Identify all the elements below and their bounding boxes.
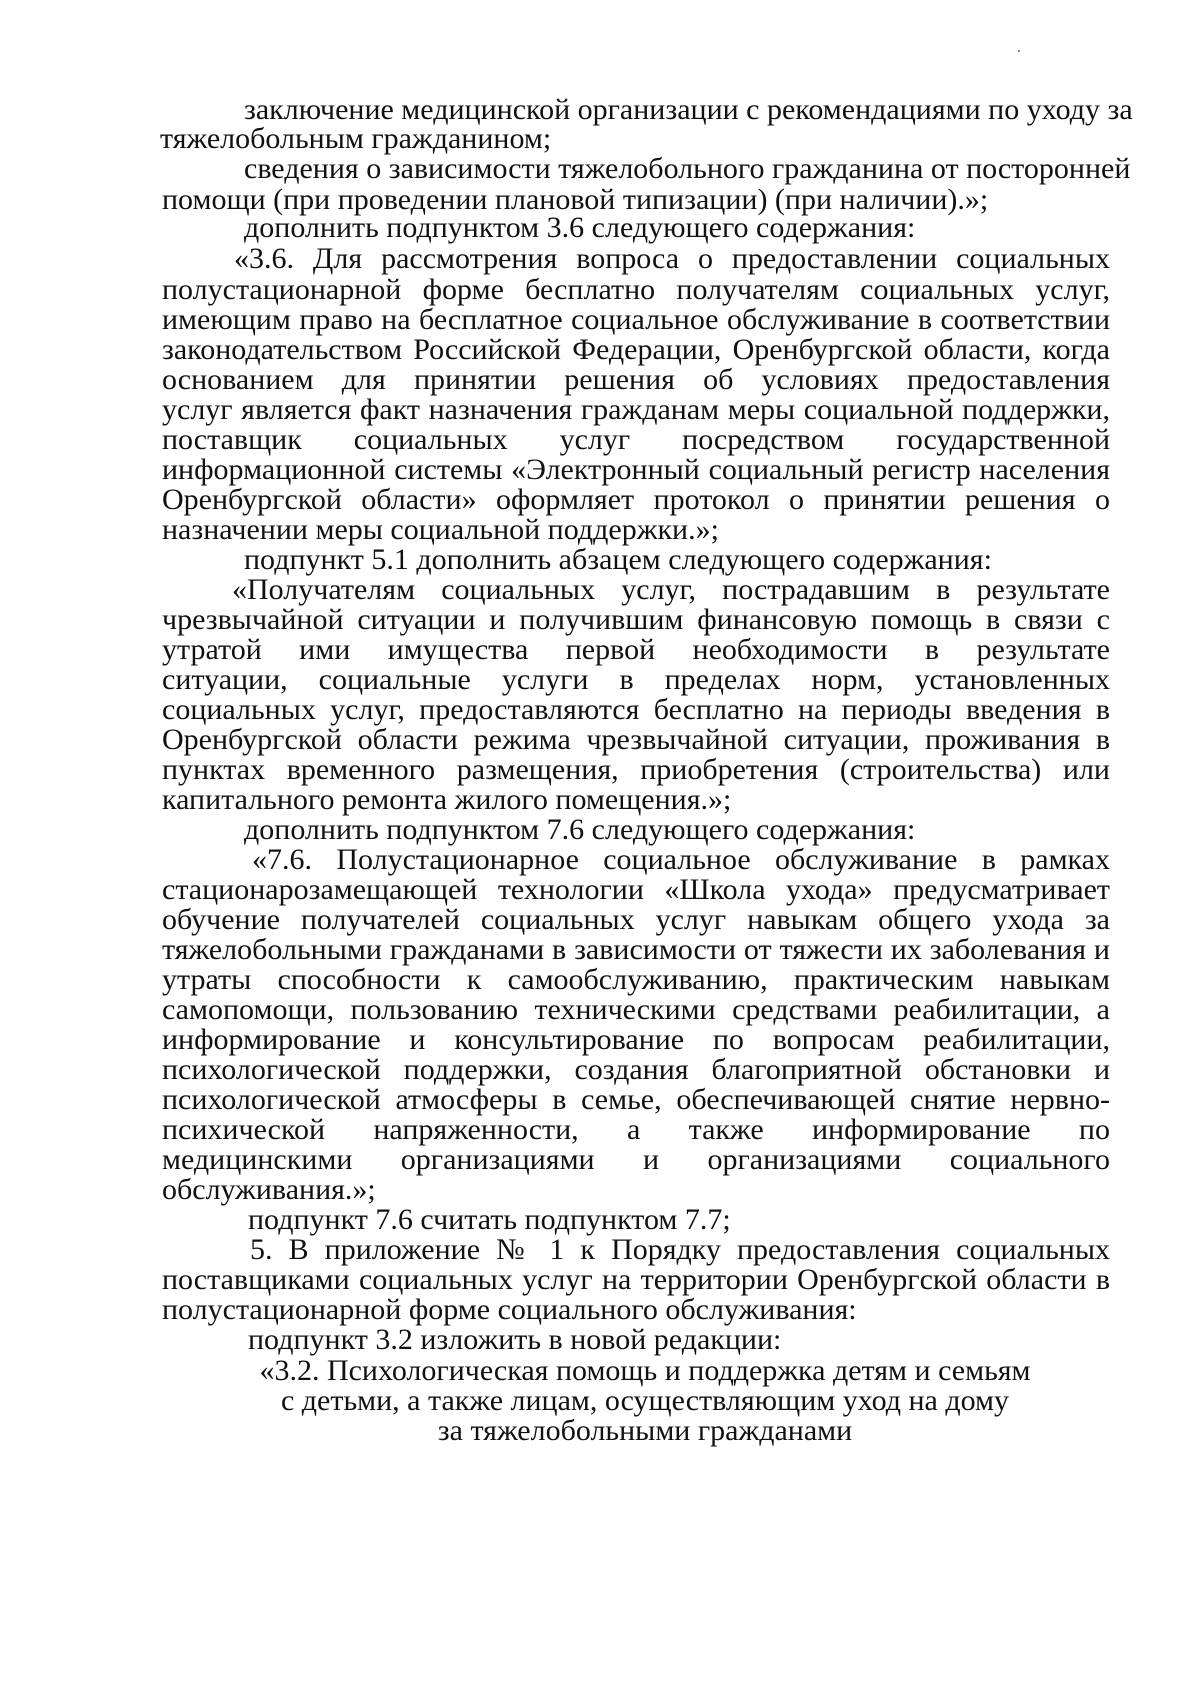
text-line: Оренбургской области» оформляет протокол о принятии решения о	[162, 483, 1110, 516]
text-line: самопомощи, пользованию техническими средствами реабилитации, а	[162, 993, 1110, 1026]
text-line: поставщик социальных услуг посредством государственной	[162, 423, 1110, 456]
text-line: информирование и консультирование по вопросам реабилитации,	[162, 1023, 1110, 1056]
text-line: поставщиками социальных услуг на территории Оренбургской области в	[162, 1263, 1110, 1296]
text-line: дополнить подпунктом 7.6 следующего содержания:	[244, 813, 916, 846]
heading-line: «3.2. Психологическая помощь и поддержка детям и семьям	[259, 1354, 1031, 1387]
text-line: помощи (при проведении плановой типизации) (при наличии).»;	[162, 183, 989, 216]
text-line: тяжелобольными гражданами в зависимости от тяжести их заболевания и	[162, 933, 1110, 966]
text-line: пунктах временного размещения, приобретения (строительства) или	[162, 753, 1110, 786]
text-line: основанием для принятии решения об условиях предоставления	[162, 363, 1110, 396]
text-line: стационарозамещающей технологии «Школа ухода» предусматривает	[162, 873, 1110, 906]
text-line: подпункт 7.6 считать подпунктом 7.7;	[248, 1203, 731, 1236]
text-line: социальных услуг, предоставляются бесплатно на периоды введения в	[162, 693, 1110, 726]
text-line: «7.6. Полустационарное социальное обслуживание в рамках	[252, 843, 1110, 876]
text-line: информационной системы «Электронный социальный регистр населения	[162, 453, 1110, 486]
text-line: Оренбургской области режима чрезвычайной ситуации, проживания в	[162, 723, 1110, 756]
heading-line: с детьми, а также лицам, осуществляющим уход на дому	[280, 1384, 1010, 1417]
scan-speck	[1018, 50, 1020, 52]
text-line: ситуации, социальные услуги в пределах норм, установленных	[162, 663, 1110, 696]
text-line: капитального ремонта жилого помещения.»;	[162, 783, 732, 816]
text-line: утраты способности к самообслуживанию, практическим навыкам	[162, 963, 1110, 996]
text-line: сведения о зависимости тяжелобольного гражданина от посторонней	[244, 152, 1131, 185]
text-line: законодательством Российской Федерации, Оренбургской области, когда	[162, 333, 1110, 366]
text-line: подпункт 3.2 изложить в новой редакции:	[248, 1323, 782, 1356]
text-line: психологической поддержки, создания благоприятной обстановки и	[162, 1053, 1110, 1086]
text-line: заключение медицинской организации с рекомендациями по уходу за	[244, 93, 1133, 126]
text-line: обучение получателей социальных услуг навыкам общего ухода за	[162, 903, 1110, 936]
text-line: психической напряженности, а также информирование по	[162, 1113, 1110, 1146]
text-line: тяжелобольным гражданином;	[160, 122, 552, 155]
text-line: «3.6. Для рассмотрения вопроса о предоставлении социальных	[234, 242, 1110, 275]
text-line: полустационарной форме бесплатно получателям социальных услуг,	[162, 273, 1110, 306]
text-line: 5. В приложение № 1 к Порядку предоставления социальных	[250, 1233, 1110, 1266]
text-line: обслуживания.»;	[162, 1173, 376, 1206]
text-line: утратой ими имущества первой необходимости в результате	[162, 633, 1110, 666]
text-line: полустационарной форме социального обслуживания:	[162, 1293, 857, 1326]
text-line: чрезвычайной ситуации и получившим финансовую помощь в связи с	[162, 603, 1110, 636]
text-line: подпункт 5.1 дополнить абзацем следующего содержания:	[244, 543, 992, 576]
text-line: медицинскими организациями и организациями социального	[162, 1143, 1110, 1176]
text-line: «Получателям социальных услуг, пострадавшим в результате	[232, 573, 1110, 606]
text-line: имеющим право на бесплатное социальное обслуживание в соответствии	[162, 303, 1110, 336]
text-line: дополнить подпунктом 3.6 следующего содержания:	[244, 211, 916, 244]
heading-line: за тяжелобольными гражданами	[437, 1414, 853, 1447]
text-line: услуг является факт назначения гражданам меры социальной поддержки,	[162, 393, 1110, 426]
text-line: назначении меры социальной поддержки.»;	[162, 513, 719, 546]
text-line: психологической атмосферы в семье, обеспечивающей снятие нервно-	[162, 1083, 1110, 1116]
